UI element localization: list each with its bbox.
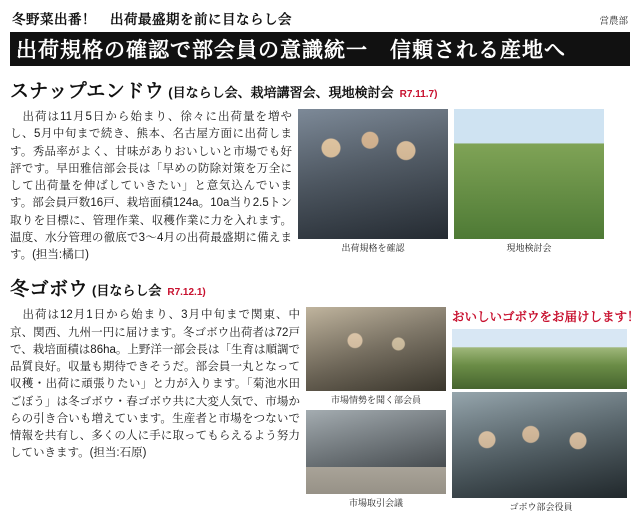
header-department: 営農部 [599, 16, 628, 27]
photo-image [452, 392, 627, 498]
photo-caption: 市場取引会議 [348, 498, 403, 509]
promo-block [452, 307, 640, 513]
section-paragraph: 出荷は12月1日から始まり、3月中旬まで関東、中京、関西、九州一円に届けます。冬ゴボウ出荷者は72戸で、栽培面積は86ha。上野洋一部会長は「生育は順調で品質良好。収量も期待できそうだ。部会員一丸となって収穫・出荷に頑張りたい」と力が入ります。「菊池水田ごぼう」は冬ゴボウ・春ゴボウ共に大変人気で、市場からの引き合いも増えています。生産者と市場をつないで情報を共有し、多くの人に手に取ってもらえるよう努力していきます。(担当:石原) [10, 309, 300, 460]
section-title: スナップエンドウ [10, 81, 165, 102]
photo-image [452, 329, 627, 389]
section-title: 冬ゴボウ [10, 279, 89, 301]
photo-caption: 現地検討会 [506, 243, 552, 253]
field-study-photo [454, 109, 604, 239]
header-title: 冬野菜出番！ 出荷最盛期を前に目ならし会 [12, 12, 292, 27]
photo-group-snap-endou [298, 109, 604, 254]
headline-banner [10, 32, 630, 66]
shipping-standard-photo [298, 109, 448, 239]
photo-image [298, 109, 448, 239]
burdock-field-photo [452, 329, 627, 389]
photo-block-field-study [454, 109, 604, 254]
section-date: R7.12.1) [167, 287, 206, 299]
burdock-officers-photo [452, 392, 627, 498]
photo-caption: ゴボウ部会役員 [509, 502, 573, 513]
promo-headline: おいしいゴボウをお届けします！ [452, 310, 640, 325]
section-body-snap-endou [10, 109, 630, 264]
photo-block-shipping-standard [298, 109, 448, 254]
section-subtitle: (目ならし会 [92, 283, 162, 299]
section-subtitle: (目ならし会、栽培講習会、現地検討会 [168, 85, 394, 100]
market-briefing-photo [306, 307, 446, 391]
photo-caption: 出荷規格を確認 [341, 243, 405, 253]
section-heading-snap-endou [10, 76, 630, 103]
section-paragraph: 出荷は11月5日から始まり、徐々に出荷量を増やし、5月中旬まで続き、熊本、名古屋方面に出荷します。秀品率がよく、甘味がありおいしいと市場でも好評です。早田雅信部会長は「早めの防除対策を万全にして出荷量を伸ばしていきたい」と意気込んでいます。部会員戸数16戸、栽培面積124a。10a当り2.5トン取りを目標に、管理作業、収穫作業に力を入れます。温度、水分管理の徹底で3～4月の出荷最盛期に備えます。(担当:橘口) [10, 111, 292, 261]
photo-caption: 市場情勢を聞く部会員 [330, 395, 421, 406]
market-meeting-photo [306, 410, 446, 494]
section-body-fuyu-gobou [10, 307, 640, 513]
photo-image [306, 307, 446, 391]
photo-group-fuyu-gobou-left [306, 307, 446, 509]
headline-text: 出荷規格の確認で部会員の意識統一 信頼される産地へ [16, 38, 566, 62]
page-header [10, 0, 630, 32]
section-date: R7.11.7) [399, 89, 438, 100]
photo-image [306, 410, 446, 494]
photo-image [454, 109, 604, 239]
section-heading-fuyu-gobou [10, 274, 630, 301]
